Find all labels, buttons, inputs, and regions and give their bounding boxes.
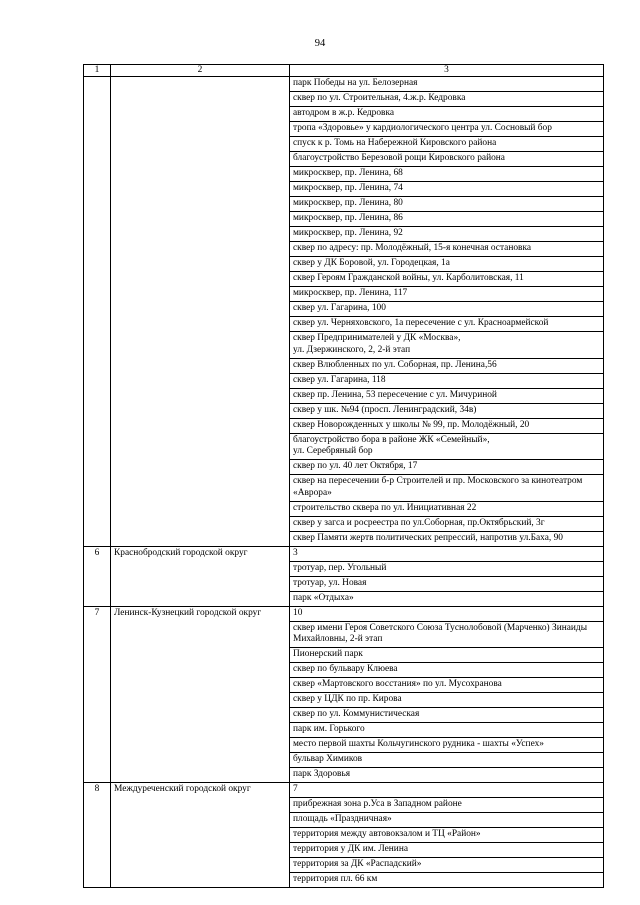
object-cell: бульвар Химиков — [290, 753, 604, 768]
object-cell: сквер имени Героя Советского Союза Туснолобовой (Марченко) Зинаиды Михайловны, 2-й этап — [290, 621, 604, 648]
row-number-cell: 6 — [84, 546, 111, 606]
district-cell: Междуреченский городской округ — [111, 783, 290, 888]
object-cell: Пионерский парк — [290, 648, 604, 663]
object-cell: парк «Отдыха» — [290, 591, 604, 606]
table-row — [84, 606, 604, 621]
district-cell — [111, 77, 290, 547]
object-cell: микросквер, пр. Ленина, 80 — [290, 197, 604, 212]
table-row — [84, 77, 604, 92]
object-cell: сквер Влюбленных по ул. Соборная, пр. Ленина,56 — [290, 358, 604, 373]
object-cell: тротуар, ул. Новая — [290, 576, 604, 591]
object-cell: парк им. Горького — [290, 723, 604, 738]
object-count-cell: 7 — [290, 783, 604, 798]
object-cell: сквер у шк. №94 (просп. Ленинградский, 34в) — [290, 403, 604, 418]
object-cell: сквер по адресу: пр. Молодёжный, 15-я конечная остановка — [290, 242, 604, 257]
object-cell: место первой шахты Кольчугинского рудника - шахты «Успех» — [290, 738, 604, 753]
row-number-cell: 8 — [84, 783, 111, 888]
row-number-cell — [84, 77, 111, 547]
object-count-cell: 10 — [290, 606, 604, 621]
object-cell: сквер «Мартовского восстания» по ул. Мусохранова — [290, 678, 604, 693]
object-cell: сквер по ул. Коммунистическая — [290, 708, 604, 723]
objects-table — [83, 64, 604, 888]
object-cell: территория за ДК «Распадский» — [290, 858, 604, 873]
object-cell: благоустройство Березовой рощи Кировского района — [290, 152, 604, 167]
object-cell: сквер пр. Ленина, 53 пересечение с ул. Мичуриной — [290, 388, 604, 403]
table-body — [84, 65, 604, 888]
page-number: 94 — [314, 38, 326, 49]
object-cell: прибрежная зона р.Уса в Западном районе — [290, 798, 604, 813]
object-cell: сквер на пересечении б-р Строителей и пр. Московского за кинотеатром «Аврора» — [290, 475, 604, 502]
object-cell: парк Победы на ул. Белозерная — [290, 77, 604, 92]
object-cell: сквер Предпринимателей у ДК «Москва», ул. Дзержинского, 2, 2-й этап — [290, 332, 604, 359]
district-cell: Краснобродский городской округ — [111, 546, 290, 606]
object-cell: спуск к р. Томь на Набережной Кировского района — [290, 137, 604, 152]
object-cell: сквер Новорожденных у школы № 99, пр. Молодёжный, 20 — [290, 418, 604, 433]
object-cell: сквер ул. Гагарина, 118 — [290, 373, 604, 388]
object-cell: строительство сквера по ул. Инициативная 22 — [290, 501, 604, 516]
object-cell: микросквер, пр. Ленина, 74 — [290, 182, 604, 197]
object-cell: территория у ДК им. Ленина — [290, 843, 604, 858]
header-cell-1: 1 — [84, 65, 111, 77]
header-cell-3: 3 — [290, 65, 604, 77]
table-row — [84, 783, 604, 798]
object-cell: территория пл. 66 км — [290, 873, 604, 888]
object-count-cell: 3 — [290, 546, 604, 561]
object-cell: площадь «Праздничная» — [290, 813, 604, 828]
object-cell: микросквер, пр. Ленина, 117 — [290, 287, 604, 302]
object-cell: сквер по ул. 40 лет Октября, 17 — [290, 460, 604, 475]
object-cell: сквер по ул. Строительная, 4.ж.р. Кедровка — [290, 92, 604, 107]
object-cell: сквер у ДК Боровой, ул. Городецкая, 1а — [290, 257, 604, 272]
table-header-row — [84, 65, 604, 77]
object-cell: благоустройство бора в районе ЖК «Семейный», ул. Серебряный бор — [290, 433, 604, 460]
object-cell: тротуар, пер. Угольный — [290, 561, 604, 576]
object-cell: сквер у ЦДК по пр. Кирова — [290, 693, 604, 708]
object-cell: сквер Героям Гражданской войны, ул. Карболитовская, 11 — [290, 272, 604, 287]
object-cell: сквер у загса и росреестра по ул.Соборная, пр.Октябрьский, 3г — [290, 516, 604, 531]
object-cell: тропа «Здоровье» у кардиологического центра ул. Сосновый бор — [290, 122, 604, 137]
object-cell: микросквер, пр. Ленина, 68 — [290, 167, 604, 182]
object-cell: сквер ул. Гагарина, 100 — [290, 302, 604, 317]
district-cell: Ленинск-Кузнецкий городской округ — [111, 606, 290, 783]
object-cell: территория между автовокзалом и ТЦ «Район» — [290, 828, 604, 843]
header-cell-2: 2 — [111, 65, 290, 77]
object-cell: автодром в ж.р. Кедровка — [290, 107, 604, 122]
object-cell: сквер Памяти жертв политических репрессий, напротив ул.Баха, 90 — [290, 531, 604, 546]
object-cell: микросквер, пр. Ленина, 86 — [290, 212, 604, 227]
object-cell: парк Здоровья — [290, 768, 604, 783]
object-cell: сквер ул. Черняховского, 1а пересечение с ул. Красноармейской — [290, 317, 604, 332]
object-cell: сквер по бульвару Клюева — [290, 663, 604, 678]
row-number-cell: 7 — [84, 606, 111, 783]
object-cell: микросквер, пр. Ленина, 92 — [290, 227, 604, 242]
table-row — [84, 546, 604, 561]
